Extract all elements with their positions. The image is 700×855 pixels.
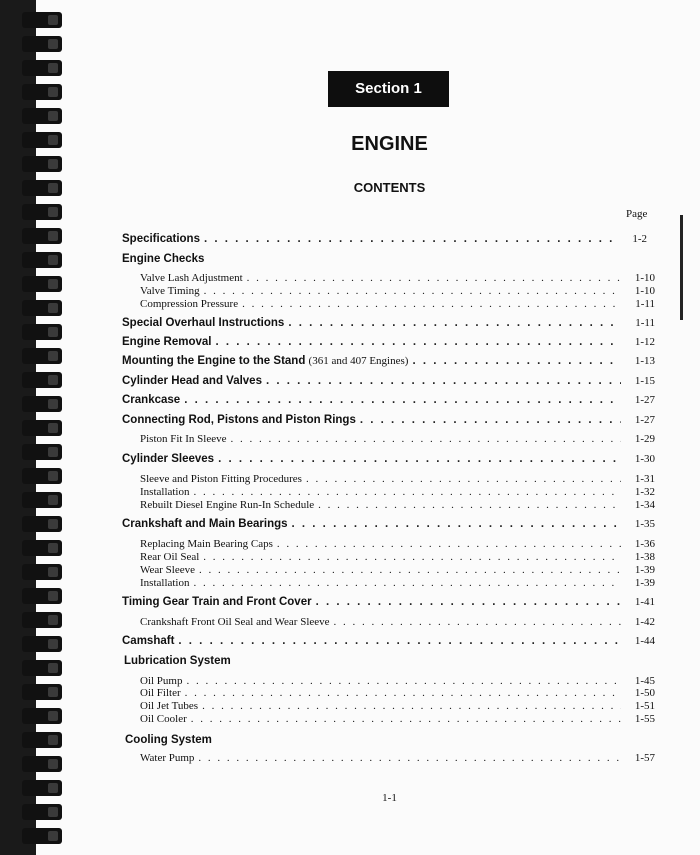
toc-subentry: Oil Pump . . . 1-45 — [140, 675, 655, 687]
toc-entry-engine-removal: Engine Removal . . . 1-12 — [122, 336, 655, 348]
toc-heading-engine-checks: Engine Checks — [122, 253, 205, 265]
toc-subentry: Rear Oil Seal . . . 1-38 — [140, 551, 655, 563]
toc-subentry: Oil Jet Tubes . . . 1-51 — [140, 700, 655, 712]
toc-subentry: Piston Fit In Sleeve . . . 1-29 — [140, 433, 655, 445]
toc-heading-lubrication: Lubrication System — [124, 655, 231, 667]
page-title: ENGINE — [351, 133, 428, 155]
toc-entry-mounting: Mounting the Engine to the Stand (361 and 407 Engines) . . . 1-13 — [122, 355, 655, 367]
toc-subentry: Installation . . . 1-32 — [140, 486, 655, 498]
toc-entry-connecting-rod: Connecting Rod, Pistons and Piston Rings . . . 1-27 — [122, 414, 655, 426]
toc-entry-timing-gear: Timing Gear Train and Front Cover . . . 1-41 — [122, 596, 655, 608]
toc-entry-specifications: Specifications . . . 1-2 — [122, 233, 647, 245]
toc-subentry: Replacing Main Bearing Caps . . . 1-36 — [140, 538, 655, 550]
page-number-footer: 1-1 — [382, 792, 397, 804]
toc-subentry: Water Pump . . . 1-57 — [140, 752, 655, 764]
toc-entry-crankshaft: Crankshaft and Main Bearings . . . 1-35 — [122, 518, 655, 530]
toc-subentry: Compression Pressure . . . 1-11 — [140, 298, 655, 310]
toc-entry-special-overhaul: Special Overhaul Instructions . . . 1-11 — [122, 317, 655, 329]
toc-subentry: Crankshaft Front Oil Seal and Wear Sleeve . . . 1-42 — [140, 616, 655, 628]
toc-subentry: Oil Filter . . . 1-50 — [140, 687, 655, 699]
toc-subentry: Oil Cooler . . . 1-55 — [140, 713, 655, 725]
toc-subentry: Valve Lash Adjustment . . . 1-10 — [140, 272, 655, 284]
toc-entry-crankcase: Crankcase . . . 1-27 — [122, 394, 655, 406]
toc-entry-cylinder-head: Cylinder Head and Valves . . . 1-15 — [122, 375, 655, 387]
section-label: Section 1 — [328, 71, 449, 107]
toc-subentry: Sleeve and Piston Fitting Procedures . . . 1-31 — [140, 473, 655, 485]
toc-subentry: Rebuilt Diesel Engine Run-In Schedule . . . 1-34 — [140, 499, 655, 511]
toc-entry-camshaft: Camshaft . . . 1-44 — [122, 635, 655, 647]
page-column-label: Page — [626, 208, 648, 220]
toc-entry-cylinder-sleeves: Cylinder Sleeves . . . 1-30 — [122, 453, 655, 465]
toc-subentry: Installation . . . 1-39 — [140, 577, 655, 589]
toc-subentry: Valve Timing . . . 1-10 — [140, 285, 655, 297]
contents-heading: CONTENTS — [353, 180, 426, 195]
toc-subentry: Wear Sleeve . . . 1-39 — [140, 564, 655, 576]
toc-heading-cooling: Cooling System — [125, 734, 212, 746]
